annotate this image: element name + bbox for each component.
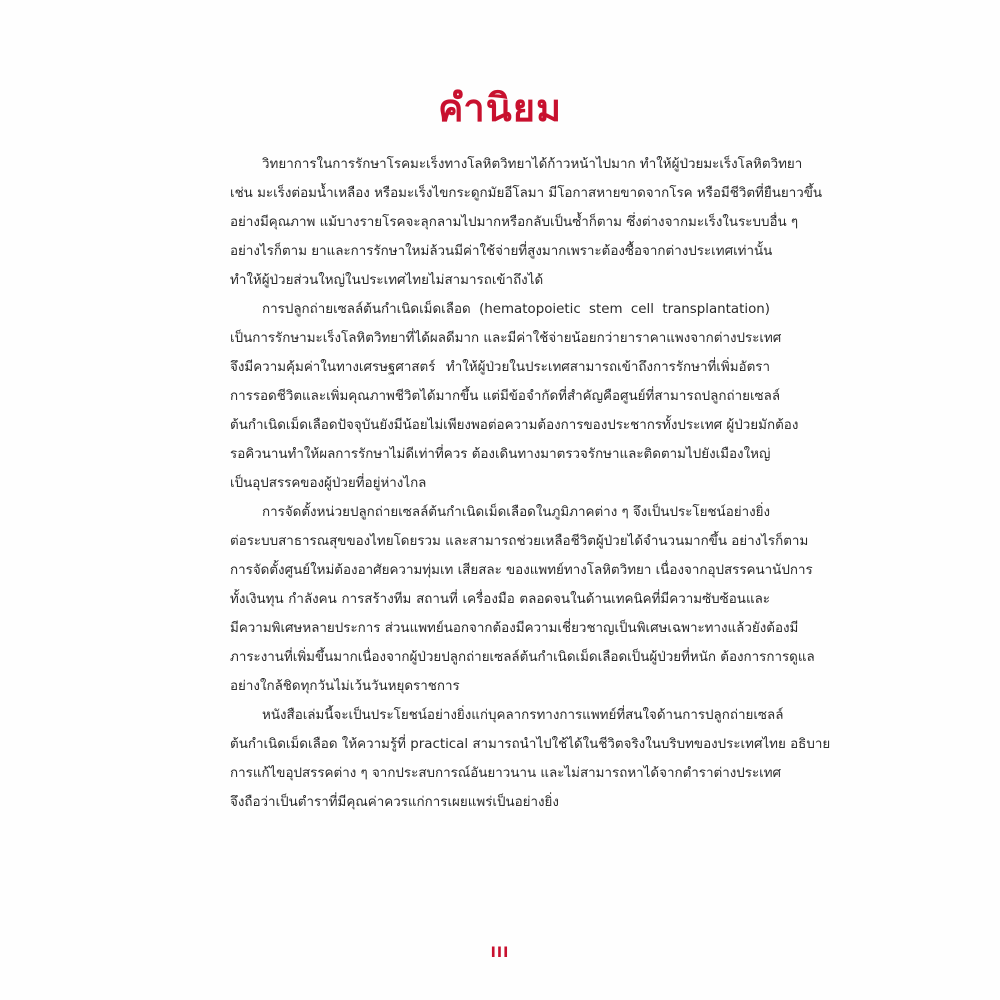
paragraph-1-line-2: เช่น มะเร็งต่อมน้ำเหลือง หรือมะเร็งไขกระดูกมัยอีโลมา มีโอกาสหายขาดจากโรค หรือมีชีวิตที่ยืนยาวขึ้น <box>230 186 823 201</box>
paragraph-1 <box>230 150 823 295</box>
paragraph-4 <box>230 701 831 817</box>
paragraph-2-line-6: รอคิวนานทำให้ผลการรักษาไม่ดีเท่าที่ควร ต้องเดินทางมาตรวจรักษาและติดตามไปยังเมืองใหญ่ <box>230 447 771 462</box>
paragraph-3-line-7: อย่างใกล้ชิดทุกวันไม่เว้นวันหยุดราชการ <box>230 679 460 694</box>
page-title: คำนิยม <box>437 86 563 130</box>
page-number: III <box>490 945 510 961</box>
paragraph-2 <box>230 295 799 498</box>
paragraph-3-line-1: การจัดตั้งหน่วยปลูกถ่ายเซลล์ต้นกำเนิดเม็ดเลือดในภูมิภาคต่าง ๆ จึงเป็นประโยชน์อย่างยิ่ง <box>262 505 771 520</box>
paragraph-2-line-2: เป็นการรักษามะเร็งโลหิตวิทยาที่ได้ผลดีมาก และมีค่าใช้จ่ายน้อยกว่ายาราคาแพงจากต่างประเทศ <box>230 331 782 346</box>
paragraph-3-line-2: ต่อระบบสาธารณสุขของไทยโดยรวม และสามารถช่วยเหลือชีวิตผู้ป่วยได้จำนวนมากขึ้น อย่างไรก็ตาม <box>230 534 809 549</box>
paragraph-3-line-4: ทั้งเงินทุน กำลังคน การสร้างทีม สถานที่ เครื่องมือ ตลอดจนในด้านเทคนิคที่มีความซับซ้อนและ <box>230 592 770 607</box>
paragraph-1-line-5: ทำให้ผู้ป่วยส่วนใหญ่ในประเทศไทยไม่สามารถเข้าถึงได้ <box>230 273 544 288</box>
paragraph-3-line-5: มีความพิเศษหลายประการ ส่วนแพทย์นอกจากต้องมีความเชี่ยวชาญเป็นพิเศษเฉพาะทางแล้วยังต้องมี <box>230 621 799 636</box>
paragraph-2-line-5: ต้นกำเนิดเม็ดเลือดปัจจุบันยังมีน้อยไม่เพียงพอต่อความต้องการของประชากรทั้งประเทศ ผู้ป่วยมักต้อง <box>230 418 799 433</box>
paragraph-3-line-3: การจัดตั้งศูนย์ใหม่ต้องอาศัยความทุ่มเท เสียสละ ของแพทย์ทางโลหิตวิทยา เนื่องจากอุปสรรคนานัปการ <box>230 563 813 578</box>
paragraph-1-line-4: อย่างไรก็ตาม ยาและการรักษาใหม่ล้วนมีค่าใช้จ่ายที่สูงมากเพราะต้องซื้อจากต่างประเทศเท่านั้น <box>230 244 773 259</box>
paragraph-4-line-3: การแก้ไขอุปสรรคต่าง ๆ จากประสบการณ์อันยาวนาน และไม่สามารถหาได้จากตำราต่างประเทศ <box>230 766 782 781</box>
paragraph-4-line-2: ต้นกำเนิดเม็ดเลือด ให้ความรู้ที่ practical สามารถนำไปใช้ได้ในชีวิตจริงในบริบทของประเทศไทย อธิบาย <box>230 737 831 752</box>
paragraph-1-line-1: วิทยาการในการรักษาโรคมะเร็งทางโลหิตวิทยาได้ก้าวหน้าไปมาก ทำให้ผู้ป่วยมะเร็งโลหิตวิทยา <box>262 157 803 172</box>
paragraph-2-line-1: การปลูกถ่ายเซลล์ต้นกำเนิดเม็ดเลือด (hematopoietic stem cell transplantation) <box>262 302 770 317</box>
paragraph-3 <box>230 498 815 701</box>
paragraph-2-line-4: การรอดชีวิตและเพิ่มคุณภาพชีวิตได้มากขึ้น แต่มีข้อจำกัดที่สำคัญคือศูนย์ที่สามารถปลูกถ่ายเซลล์ <box>230 389 781 404</box>
paragraph-3-line-6: ภาระงานที่เพิ่มขึ้นมากเนื่องจากผู้ป่วยปลูกถ่ายเซลล์ต้นกำเนิดเม็ดเลือดเป็นผู้ป่วยที่หนัก ต้องการการดูแล <box>230 650 815 665</box>
paragraph-2-line-7: เป็นอุปสรรคของผู้ป่วยที่อยู่ห่างไกล <box>230 476 427 491</box>
paragraph-1-line-3: อย่างมีคุณภาพ แม้บางรายโรคจะลุกลามไปมากหรือกลับเป็นซ้ำก็ตาม ซึ่งต่างจากมะเร็งในระบบอื่น ๆ <box>230 215 799 230</box>
paragraph-2-line-3: จึงมีความคุ้มค่าในทางเศรษฐศาสตร์ ทำให้ผู้ป่วยในประเทศสามารถเข้าถึงการรักษาที่เพิ่มอัตรา <box>230 360 770 375</box>
paragraph-4-line-4: จึงถือว่าเป็นตำราที่มีคุณค่าควรแก่การเผยแพร่เป็นอย่างยิ่ง <box>230 795 559 810</box>
paragraph-4-line-1: หนังสือเล่มนี้จะเป็นประโยชน์อย่างยิ่งแก่บุคลากรทางการแพทย์ที่สนใจด้านการปลูกถ่ายเซลล์ <box>262 708 784 723</box>
foreword-body <box>230 150 831 817</box>
